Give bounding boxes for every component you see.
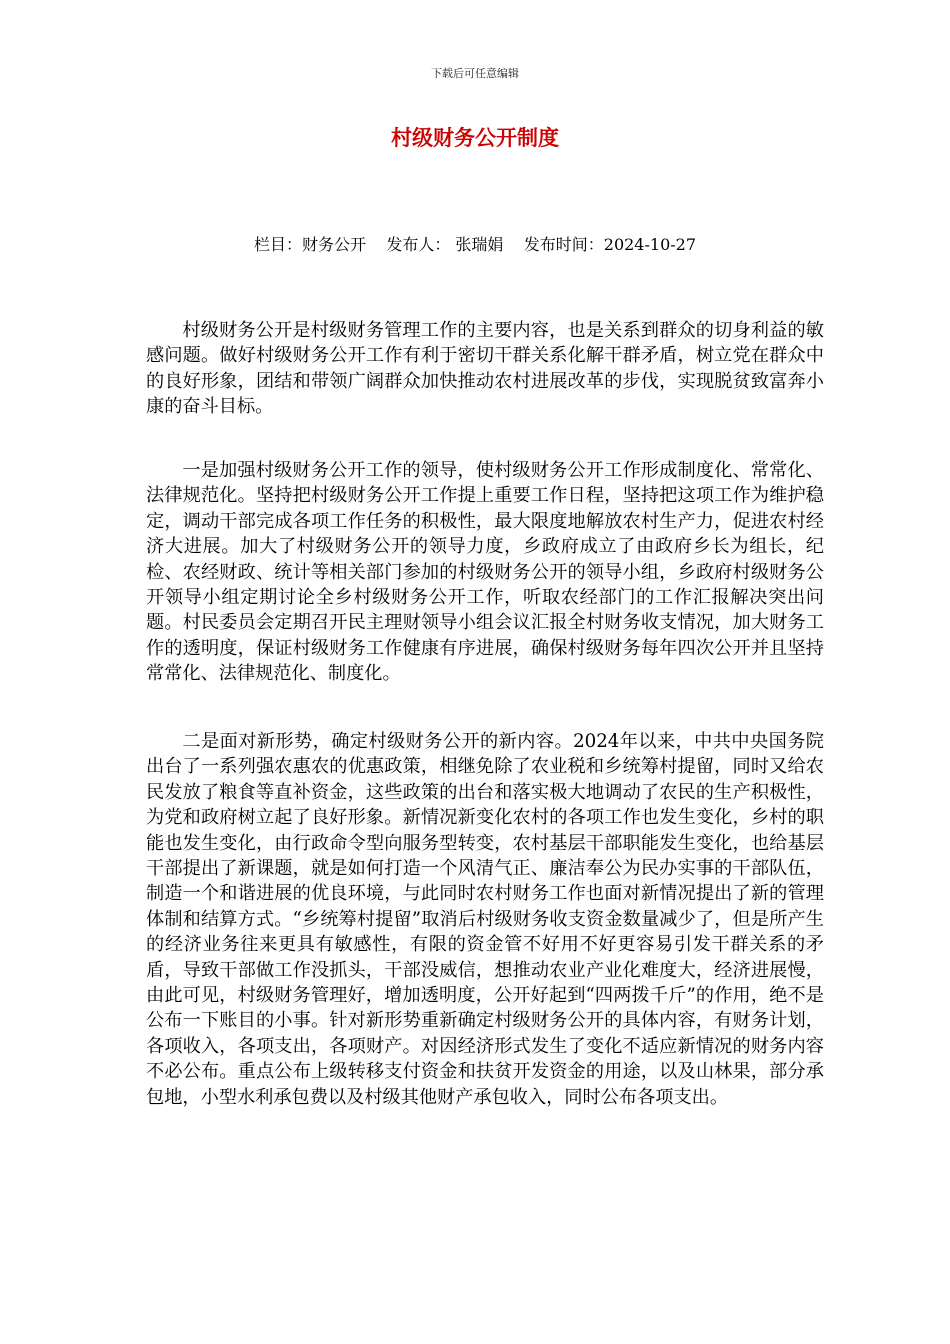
document-meta: 栏目：财务公开 发布人： 张瑞娟 发布时间：2024-10-27 [253,235,697,254]
document-title: 村级财务公开制度 [391,125,559,150]
download-note: 下载后可任意编辑 [431,67,519,80]
intro-paragraph: 村级财务公开是村级财务管理工作的主要内容，也是关系到群众的切身利益的敏感问题。做好村级财务公开工作有利于密切干群关系化解干群矛盾，树立党在群众中的良好形象，团结和带领广阔群众加快推动农村进展改革的步伐，实现脱贫致富奔小康的奋斗目标。 [146,320,824,418]
body-paragraph-1: 一是加强村级财务公开工作的领导，使村级财务公开工作形成制度化、常常化、法律规范化。坚持把村级财务公开工作提上重要工作日程，坚持把这项工作为维护稳定，调动干部完成各项工作任务的积极性，最大限度地解放农村生产力，促进农村经济大进展。加大了村级财务公开的领导力度，乡政府成立了由政府乡长为组长，纪检、农经财政、统计等相关部门参加的村级财务公开的领导小组，乡政府村级财务公开领导小组定期讨论全乡村级财务公开工作，听取农经部门的工作汇报解决突出问题。村民委员会定期召开民主理财领导小组会议汇报全村财务收支情况，加大财务工作的透明度，保证村级财务工作健康有序进展，确保村级财务每年四次公开并且坚持常常化、法律规范化、制度化。 [146,460,824,685]
body-paragraph-2: 二是面对新形势，确定村级财务公开的新内容。2024年以来，中共中央国务院出台了一系列强农惠农的优惠政策，相继免除了农业税和乡统筹村提留，同时又给农民发放了粮食等直补资金，这些政策的出台和落实极大地调动了农民的生产积极性，为党和政府树立起了良好形象。新情况新变化农村的各项工作也发生变化，乡村的职能也发生变化，由行政命令型向服务型转变，农村基层干部职能发生变化，也给基层干部提出了新课题，就是如何打造一个风清气正、廉洁奉公为民办实事的干部队伍，制造一个和谐进展的优良环境，与此同时农村财务工作也面对新情况提出了新的管理体制和结算方式。“乡统筹村提留”取消后村级财务收支资金数量减少了，但是所产生的经济业务往来更具有敏感性，有限的资金管不好用不好更容易引发干群关系的矛盾，导致干部做工作没抓头，干部没威信，想推动农业产业化难度大，经济进展慢，由此可见，村级财务管理好，增加透明度，公开好起到“四两拨千斤”的作用，绝不是公布一下账目的小事。针对新形势重新确定村级财务公开的具体内容，有财务计划，各项收入，各项支出，各项财产。对因经济形式发生了变化不适应新情况的财务内容不必公布。重点公布上级转移支付资金和扶贫开发资金的用途，以及山林果，部分承包地，小型水利承包费以及村级其他财产承包收入，同时公布各项支出。 [146,731,824,1108]
